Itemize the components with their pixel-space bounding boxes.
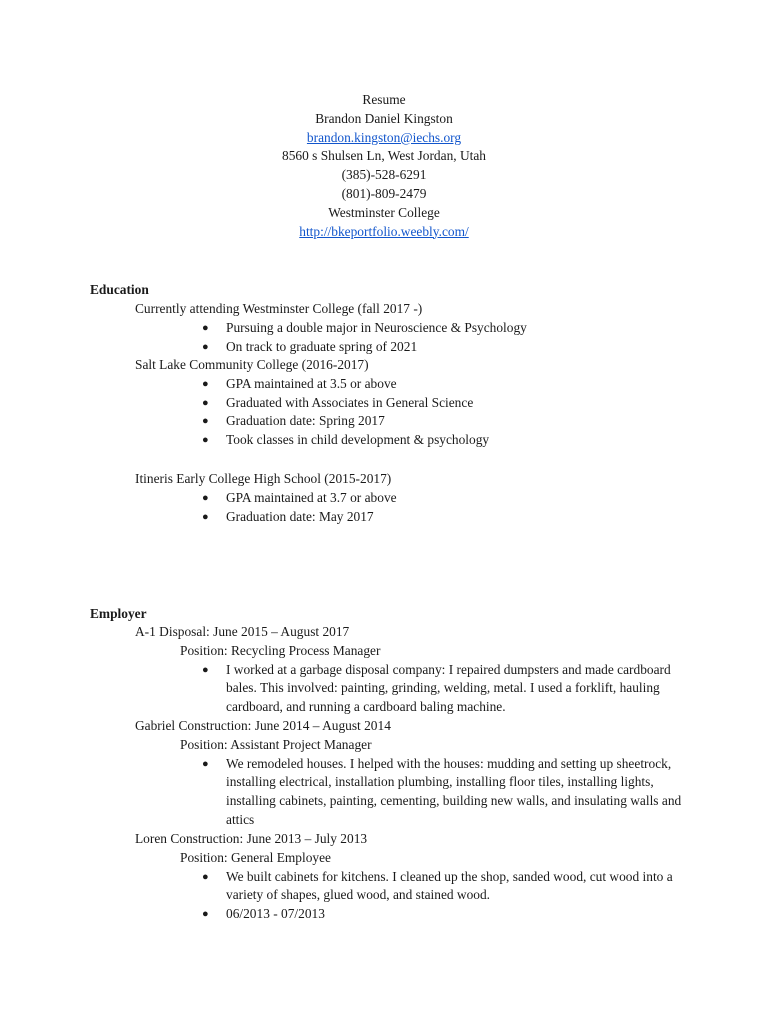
list-item [0, 755, 686, 830]
list-item [0, 661, 686, 717]
employer-entry-title: A-1 Disposal: June 2015 – August 2017 [135, 624, 350, 639]
list-item-text: Graduation date: Spring 2017 [226, 413, 385, 429]
employer-position: Position: Recycling Process Manager [180, 642, 381, 658]
list-item-text: GPA maintained at 3.7 or above [226, 489, 397, 505]
email-line [0, 129, 768, 148]
phone-primary: (385)-528-6291 [341, 167, 427, 183]
document-title: Resume [362, 92, 406, 107]
list-item-text: I worked at a garbage disposal company: I repaired dumpsters and made cardboard bales. This involved: painting, grinding, welding, metal. I used a forklift, hauling cardboard, and running a cardboard baling machine. [226, 661, 671, 715]
list-item-text: We remodeled houses. I helped with the houses: mudding and setting up sheetrock, installing electrical, installation plumbing, installing floor tiles, installing lights, installing cabinets, painting, cementing, building new walls, and insulating walls and attics [226, 755, 682, 827]
list-item [0, 489, 686, 508]
education-entry-title: Salt Lake Community College (2016-2017) [135, 357, 369, 372]
person-name: Brandon Daniel Kingston [315, 110, 453, 126]
employer-position: Position: General Employee [180, 849, 331, 865]
current-school: Westminster College [328, 204, 440, 220]
list-item [0, 431, 686, 450]
list-item-text: 06/2013 - 07/2013 [226, 906, 325, 922]
employer-entry-title: Gabriel Construction: June 2014 – August 2014 [135, 718, 391, 733]
list-item-text: Graduated with Associates in General Science [226, 394, 474, 410]
bullet-icon: ● [202, 491, 209, 504]
employer-entry-loren [0, 830, 768, 924]
list-item [0, 905, 686, 924]
list-item [0, 868, 686, 906]
employer-entry-gabriel [0, 717, 768, 830]
education-entry-slcc [0, 356, 768, 450]
list-item [0, 319, 686, 338]
list-item [0, 508, 686, 527]
list-item-text: GPA maintained at 3.5 or above [226, 375, 397, 391]
bullet-icon: ● [202, 434, 209, 447]
education-entry-title: Itineris Early College High School (2015-2017) [135, 471, 392, 486]
bullet-icon: ● [202, 870, 209, 883]
email-link[interactable]: brandon.kingston@iechs.org [306, 129, 462, 145]
employer-heading: Employer [90, 606, 147, 621]
bullet-icon: ● [202, 396, 209, 409]
list-item-text: Graduation date: May 2017 [226, 508, 374, 524]
education-entry-itineris [0, 470, 768, 526]
bullet-icon: ● [202, 340, 209, 353]
list-item-text: On track to graduate spring of 2021 [226, 338, 418, 354]
list-item-text: We built cabinets for kitchens. I cleaned up the shop, sanded wood, cut wood into a variety of shapes, glued wood, and stained wood. [226, 868, 673, 903]
education-entry-westminster [0, 300, 768, 356]
list-item [0, 375, 686, 394]
bullet-icon: ● [202, 663, 209, 676]
website-line [0, 223, 768, 242]
bullet-icon: ● [202, 757, 209, 770]
address: 8560 s Shulsen Ln, West Jordan, Utah [282, 148, 486, 164]
list-item [0, 412, 686, 431]
phone-secondary: (801)-809-2479 [341, 185, 427, 201]
list-item-text: Took classes in child development & psychology [226, 432, 490, 448]
employer-entry-a1-disposal [0, 623, 768, 717]
list-item [0, 338, 686, 357]
bullet-icon: ● [202, 415, 209, 428]
employer-entry-title: Loren Construction: June 2013 – July 2013 [135, 831, 368, 846]
employer-position: Position: Assistant Project Manager [180, 736, 372, 752]
portfolio-link[interactable]: http://bkeportfolio.weebly.com/ [299, 223, 469, 239]
bullet-icon: ● [202, 510, 209, 523]
bullet-icon: ● [202, 377, 209, 390]
bullet-icon: ● [202, 908, 209, 921]
resume-header [0, 91, 768, 241]
education-entry-title: Currently attending Westminster College (fall 2017 -) [135, 301, 423, 316]
list-item-text: Pursuing a double major in Neuroscience & Psychology [226, 319, 527, 335]
education-heading: Education [90, 282, 149, 297]
list-item [0, 394, 686, 413]
bullet-icon: ● [202, 321, 209, 334]
